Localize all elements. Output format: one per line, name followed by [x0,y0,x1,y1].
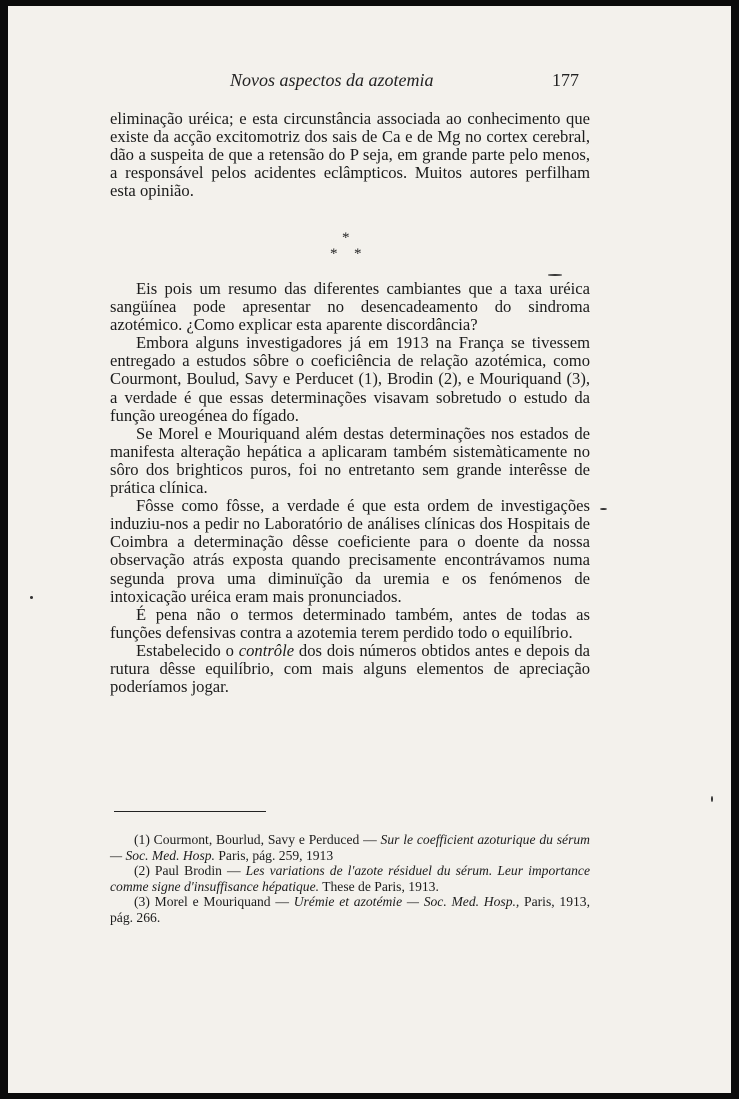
asterism-divider [308,230,388,264]
paragraph-7-end: dos dois números obtidos antes e depois da rutura dêsse equilíbrio, com mais alguns elementos de apreciação poderíamos jogar. [110,640,590,697]
scan-speck [30,596,33,599]
asterisk-right: * [354,246,362,262]
paragraph-7-start: Estabelecido o [136,640,239,660]
footnotes [110,832,590,926]
paragraph-2: Eis pois um resumo das diferentes cambiantes que a taxa uréica sangüínea pode apresentar no desencadeamento do sindroma azotémico. ¿Como explicar esta aparente discordância? [110,279,590,335]
footnote-1-details: Paris, pág. 259, 1913 [214,847,334,863]
paragraph-4: Se Morel e Mouriquand além destas determinações nos estados de manifesta alteração hepática a aplicaram também sistemàticamente no sôro dos brighticos puros, foi no entretanto sem grande interêsse de prática clínica. [110,423,590,498]
footnote-1-title: Sur le coefficient azoturique du sérum — Soc. Med. Hosp. [110,832,590,863]
footnote-3-title: Urémie et azotémie — Soc. Med. Hosp., [293,894,520,910]
footnote-rule [114,811,266,812]
scan-speck [548,274,562,276]
asterisk-left: * [330,246,338,262]
page-number: 177 [552,70,579,90]
footnote-2-details: These de Paris, 1913. [319,878,439,894]
running-head [8,68,731,94]
footnote-3-author: (3) Morel e Mouriquand — [134,894,294,910]
footnote-1-author: (1) Courmont, Bourlud, Savy e Perduced — [134,832,381,847]
footnote-1 [110,832,590,863]
paragraph-7 [110,642,590,696]
paragraph-7-italic: contrôle [238,640,295,660]
paragraph-1: eliminação uréica; e esta circunstância associada ao conhecimento que existe da acção excitomotriz dos sais de Ca e de Mg no cortex cerebral, dão a suspeita de que a retensão do P seja, em grande parte pelo menos, a responsável pelos acidentes eclâmpticos. Muitos autores perfilham esta opinião. [110,109,590,201]
footnote-2-title: Les variations de l'azote résiduel du sérum. Leur importance comme signe d'insuffisance hépatique. [110,863,590,894]
footnote-3 [110,894,590,925]
book-page [8,6,731,1093]
body-text-main [110,280,590,696]
scan-speck [600,508,607,510]
paragraph-3: Embora alguns investigadores já em 1913 na França se tivessem entregado a estudos sôbre o coeficiência de relação azotémica, como Courmont, Boulud, Savy e Perducet (1), Brodin (2), e Mouriquand (3), a verdade é que essas determinações visavam sobretudo o estudo da função ureogénea do fígado. [110,333,590,425]
running-title: Novos aspectos da azotemia [230,70,434,90]
footnote-3-details: Paris, 1913, pág. 266. [110,894,590,925]
footnote-2-author: (2) Paul Brodin — [134,863,246,879]
footnote-2 [110,863,590,894]
paragraph-6: É pena não o termos determinado também, antes de todas as funções defensivas contra a azotemia terem perdido todo o equilíbrio. [110,604,590,642]
paragraph-5: Fôsse como fôsse, a verdade é que esta ordem de investigações induziu-nos a pedir no Laboratório de análises clínicas dos Hospitais de Coimbra a determinação dêsse coeficiente para o doente da nossa observação atrás exposta quando precisamente encontrávamos numa segunda prova uma diminuïção da uremia e os fenómenos de intoxicação uréica eram mais pronunciados. [110,496,590,606]
asterisk-top: * [342,230,350,246]
scan-speck [711,796,713,802]
body-text-top [110,110,590,200]
